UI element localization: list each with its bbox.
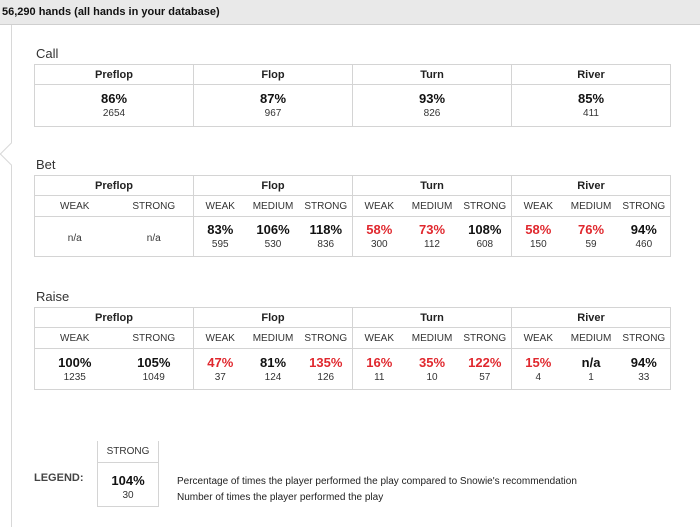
- raise-pct: 35%: [419, 354, 446, 370]
- legend-pct-description: Percentage of times the player performed the play compared to Snowie's recommendation: [177, 476, 577, 487]
- bet-cell: [353, 217, 406, 257]
- bet-pct: 118%: [309, 222, 343, 237]
- call-data-row: [35, 85, 671, 127]
- bet-pct: 106%: [256, 222, 290, 237]
- raise-sub-header: MEDIUM: [565, 328, 618, 349]
- raise-pct: n/a: [581, 354, 601, 370]
- bet-pct: 58%: [366, 222, 393, 237]
- bet-sub-header: MEDIUM: [406, 196, 459, 217]
- bet-count: 112: [424, 239, 440, 250]
- legend-sample-pct: 104%: [111, 473, 145, 488]
- call-col-turn: Turn: [353, 65, 512, 85]
- bet-sub-header: STRONG: [115, 196, 194, 217]
- call-river-count: 411: [583, 108, 599, 119]
- bet-table: [34, 175, 671, 257]
- bet-sub-header: WEAK: [353, 196, 406, 217]
- raise-count: 33: [638, 371, 650, 383]
- bet-cell: [35, 217, 115, 257]
- bet-count: 608: [476, 239, 494, 250]
- bet-cell: [115, 217, 194, 257]
- raise-data-row: [35, 349, 671, 390]
- raise-cell: [406, 349, 459, 390]
- bet-data-row: [35, 217, 671, 257]
- call-table: [34, 64, 671, 127]
- raise-pct: 47%: [207, 354, 234, 370]
- legend-sample-count: 30: [122, 490, 134, 501]
- raise-cell: [459, 349, 512, 390]
- raise-sub-header: WEAK: [35, 328, 115, 349]
- raise-pct: 105%: [137, 354, 171, 370]
- raise-count: 10: [426, 371, 438, 383]
- call-col-flop: Flop: [194, 65, 353, 85]
- bet-cell: [565, 217, 618, 257]
- raise-group-preflop: Preflop: [35, 308, 194, 328]
- bet-count: 150: [529, 239, 547, 250]
- legend-count-description: Number of times the player performed the play: [177, 492, 384, 503]
- raise-pct: 94%: [630, 354, 657, 370]
- raise-count: 1235: [63, 371, 86, 383]
- bet-pct: 73%: [419, 222, 446, 237]
- call-preflop-count: 2654: [102, 108, 126, 119]
- legend-label: LEGEND:: [34, 472, 84, 484]
- raise-cell: [565, 349, 618, 390]
- bet-na-value: n/a: [67, 232, 82, 244]
- call-flop-count: 967: [264, 108, 282, 119]
- bet-cell: [300, 217, 353, 257]
- bet-sub-header: MEDIUM: [247, 196, 300, 217]
- raise-count: 11: [374, 371, 385, 383]
- raise-cell: [194, 349, 247, 390]
- raise-pct: 16%: [366, 354, 393, 370]
- call-flop-pct: 87%: [259, 91, 287, 106]
- raise-cell: [247, 349, 300, 390]
- legend-sample-header: STRONG: [98, 441, 158, 463]
- bet-sub-header: WEAK: [512, 196, 565, 217]
- raise-sub-header: STRONG: [300, 328, 353, 349]
- bet-sub-header: STRONG: [618, 196, 671, 217]
- bet-sub-header: WEAK: [35, 196, 115, 217]
- call-turn-count: 826: [423, 108, 441, 119]
- bet-count: 300: [370, 239, 388, 250]
- raise-count: 124: [264, 371, 282, 383]
- bet-count: 836: [317, 239, 335, 250]
- legend-sample-cell: [97, 441, 159, 507]
- bet-sub-header: STRONG: [300, 196, 353, 217]
- raise-sub-header: WEAK: [194, 328, 247, 349]
- bet-pct: 76%: [578, 222, 605, 237]
- raise-sub-header: STRONG: [115, 328, 194, 349]
- bet-group-river: River: [512, 176, 671, 196]
- raise-count: 37: [214, 371, 226, 383]
- bet-count: 595: [211, 239, 229, 250]
- bet-sub-header: MEDIUM: [565, 196, 618, 217]
- raise-cell: [300, 349, 353, 390]
- call-header-row: [35, 65, 671, 85]
- raise-count: 4: [535, 371, 542, 383]
- raise-pct: 81%: [259, 354, 287, 370]
- call-cell-preflop: [35, 85, 194, 127]
- call-cell-river: [512, 85, 671, 127]
- raise-section-title: Raise: [36, 289, 70, 304]
- raise-pct: 135%: [309, 354, 343, 370]
- hands-summary-bar: [0, 0, 700, 25]
- bet-pct: 94%: [630, 222, 657, 237]
- call-cell-flop: [194, 85, 353, 127]
- call-section-title: Call: [36, 46, 59, 61]
- bet-cell: [247, 217, 300, 257]
- bet-sub-header: STRONG: [459, 196, 512, 217]
- raise-group-row: [35, 308, 671, 328]
- raise-cell: [353, 349, 406, 390]
- bet-group-flop: Flop: [194, 176, 353, 196]
- raise-count: 126: [317, 371, 335, 383]
- call-river-pct: 85%: [577, 91, 605, 106]
- bet-pct: 58%: [525, 222, 552, 237]
- bet-section-title: Bet: [36, 157, 56, 172]
- bet-pct: 108%: [468, 222, 502, 237]
- raise-cell: [35, 349, 115, 390]
- call-turn-pct: 93%: [418, 91, 446, 106]
- call-col-river: River: [512, 65, 671, 85]
- bet-cell: [512, 217, 565, 257]
- raise-sub-header: WEAK: [353, 328, 406, 349]
- raise-sub-header: STRONG: [618, 328, 671, 349]
- raise-pct: 15%: [525, 354, 552, 370]
- raise-count: 1: [588, 371, 594, 383]
- bet-sub-row: [35, 196, 671, 217]
- raise-count: 1049: [142, 371, 165, 383]
- bet-cell: [406, 217, 459, 257]
- bet-na-value: n/a: [146, 232, 161, 244]
- bet-cell: [618, 217, 671, 257]
- call-cell-turn: [353, 85, 512, 127]
- hands-summary-title: 56,290 hands (all hands in your database): [2, 6, 220, 18]
- bet-sub-header: WEAK: [194, 196, 247, 217]
- bet-count: 460: [635, 239, 653, 250]
- call-preflop-pct: 86%: [100, 91, 128, 106]
- call-col-preflop: Preflop: [35, 65, 194, 85]
- bet-group-preflop: Preflop: [35, 176, 194, 196]
- raise-pct: 100%: [58, 354, 92, 370]
- raise-pct: 122%: [468, 354, 502, 370]
- raise-cell: [115, 349, 194, 390]
- raise-table: [34, 307, 671, 390]
- raise-group-flop: Flop: [194, 308, 353, 328]
- raise-sub-header: WEAK: [512, 328, 565, 349]
- raise-group-turn: Turn: [353, 308, 512, 328]
- bet-group-turn: Turn: [353, 176, 512, 196]
- bet-cell: [459, 217, 512, 257]
- bet-count: 59: [585, 239, 597, 250]
- bet-group-row: [35, 176, 671, 196]
- raise-group-river: River: [512, 308, 671, 328]
- raise-sub-header: MEDIUM: [247, 328, 300, 349]
- raise-sub-row: [35, 328, 671, 349]
- raise-count: 57: [479, 371, 491, 383]
- bet-count: 530: [264, 239, 282, 250]
- raise-cell: [512, 349, 565, 390]
- raise-sub-header: MEDIUM: [406, 328, 459, 349]
- raise-cell: [618, 349, 671, 390]
- raise-sub-header: STRONG: [459, 328, 512, 349]
- bet-pct: 83%: [207, 222, 234, 237]
- bet-cell: [194, 217, 247, 257]
